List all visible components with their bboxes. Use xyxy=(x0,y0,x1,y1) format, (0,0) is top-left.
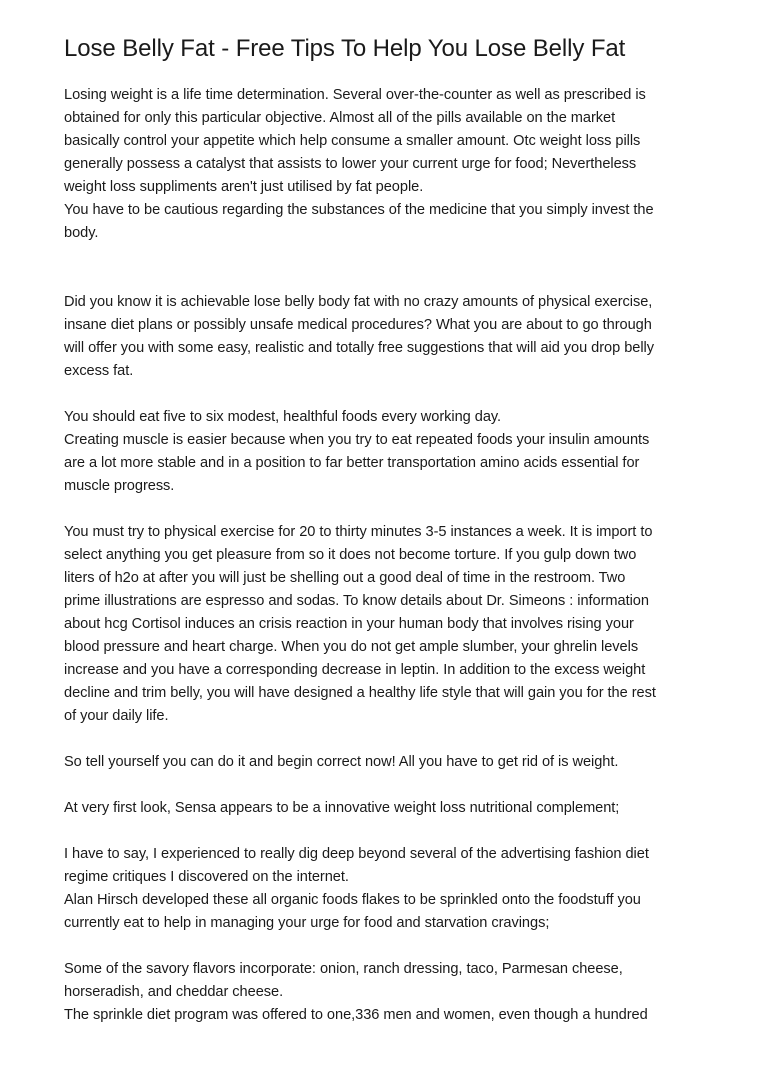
paragraph-spacer xyxy=(64,728,714,751)
text-line: Alan Hirsch developed these all organic foods flakes to be sprinkled onto the foodstuff you xyxy=(64,892,641,908)
text-line: currently eat to help in managing your urge for food and starvation cravings; xyxy=(64,915,550,931)
text-line: muscle progress. xyxy=(64,478,175,494)
text-line: I have to say, I experienced to really dig deep beyond several of the advertising fashion diet xyxy=(64,846,649,862)
paragraph-spacer xyxy=(64,383,714,406)
text-line: You should eat five to six modest, healthful foods every working day. xyxy=(64,409,502,425)
text-line: You have to be cautious regarding the substances of the medicine that you simply invest the xyxy=(64,202,654,218)
text-line: You must try to physical exercise for 20 to thirty minutes 3-5 instances a week. It is import to xyxy=(64,524,653,540)
document-body xyxy=(64,84,714,1027)
text-line: about hcg Cortisol induces an crisis reaction in your human body that involves rising your xyxy=(64,616,634,632)
paragraph-lose-belly-fat xyxy=(64,291,714,383)
paragraph-physical-exercise xyxy=(64,521,714,728)
paragraph-tell-yourself xyxy=(64,751,714,774)
paragraph-sensa xyxy=(64,797,714,820)
text-line: weight loss suppliments aren't just utilised by fat people. xyxy=(64,179,424,195)
text-line: excess fat. xyxy=(64,363,134,379)
text-line: Some of the savory flavors incorporate: onion, ranch dressing, taco, Parmesan cheese, xyxy=(64,961,623,977)
paragraph-spacer xyxy=(64,820,714,843)
text-line: increase and you have a corresponding decrease in leptin. In addition to the excess weight xyxy=(64,662,646,678)
text-line: liters of h2o at after you will just be shelling out a good deal of time in the restroom. Two xyxy=(64,570,626,586)
text-line: horseradish, and cheddar cheese. xyxy=(64,984,284,1000)
page-title: Lose Belly Fat - Free Tips To Help You Lose Belly Fat xyxy=(64,35,626,62)
text-line: are a lot more stable and in a position to far better transportation amino acids essential for xyxy=(64,455,640,471)
text-line: will offer you with some easy, realistic and totally free suggestions that will aid you drop belly xyxy=(64,340,654,356)
text-line: generally possess a catalyst that assists to lower your current urge for food; Nevertheless xyxy=(64,156,637,172)
paragraph-spacer xyxy=(64,245,714,291)
text-line: Losing weight is a life time determination. Several over-the-counter as well as prescribed is xyxy=(64,87,646,103)
text-line: So tell yourself you can do it and begin correct now! All you have to get rid of is weight. xyxy=(64,754,619,770)
text-line: select anything you get pleasure from so it does not become torture. If you gulp down two xyxy=(64,547,637,563)
paragraph-spacer xyxy=(64,935,714,958)
text-line: insane diet plans or possibly unsafe medical procedures? What you are about to go through xyxy=(64,317,652,333)
text-line: body. xyxy=(64,225,99,241)
text-line: At very first look, Sensa appears to be a innovative weight loss nutritional complement; xyxy=(64,800,620,816)
text-line: regime critiques I discovered on the internet. xyxy=(64,869,349,885)
paragraph-savory-flavors xyxy=(64,958,714,1027)
text-line: Creating muscle is easier because when you try to eat repeated foods your insulin amounts xyxy=(64,432,650,448)
paragraph-spacer xyxy=(64,774,714,797)
text-line: blood pressure and heart charge. When you do not get ample slumber, your ghrelin levels xyxy=(64,639,639,655)
text-line: The sprinkle diet program was offered to one,336 men and women, even though a hundred xyxy=(64,1007,648,1023)
paragraph-healthful-foods xyxy=(64,406,714,498)
text-line: Did you know it is achievable lose belly body fat with no crazy amounts of physical exercise, xyxy=(64,294,653,310)
text-line: decline and trim belly, you will have designed a healthy life style that will gain you for the rest xyxy=(64,685,656,701)
text-line: basically control your appetite which help consume a smaller amount. Otc weight loss pills xyxy=(64,133,641,149)
text-line: obtained for only this particular objective. Almost all of the pills available on the market xyxy=(64,110,616,126)
paragraph-weight-loss-pills xyxy=(64,84,714,245)
paragraph-diet-critiques xyxy=(64,843,714,935)
text-line: prime illustrations are espresso and sodas. To know details about Dr. Simeons : information xyxy=(64,593,649,609)
paragraph-spacer xyxy=(64,498,714,521)
text-line: of your daily life. xyxy=(64,708,169,724)
